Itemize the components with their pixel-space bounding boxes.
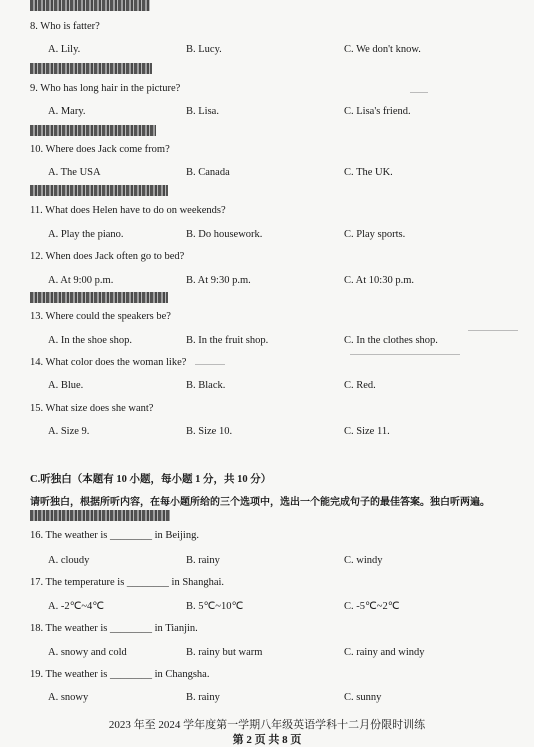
option-b: B. Size 10. [186, 426, 233, 437]
option-a: A. Size 9. [48, 426, 90, 437]
question-17: 17. The temperature is ________ in Shanghai. [30, 577, 225, 588]
option-b: B. Canada [186, 167, 230, 178]
option-a: A. Lily. [48, 44, 81, 55]
question-8: 8. Who is fatter? [30, 21, 100, 32]
question-9: 9. Who has long hair in the picture? [30, 83, 181, 94]
option-b: B. Lucy. [186, 44, 222, 55]
option-b: B. Black. [186, 380, 226, 391]
question-15: 15. What size does she want? [30, 403, 154, 414]
question-16: 16. The weather is ________ in Beijing. [30, 530, 199, 541]
question-18: 18. The weather is ________ in Tianjin. [30, 623, 198, 634]
redacted-subheading [30, 510, 170, 521]
option-b: B. rainy [186, 555, 220, 566]
option-c: C. The UK. [344, 167, 393, 178]
scan-speck [195, 364, 225, 365]
question-19: 19. The weather is ________ in Changsha. [30, 669, 210, 680]
option-c: C. We don't know. [344, 44, 421, 55]
option-b: B. Lisa. [186, 106, 219, 117]
option-b: B. rainy but warm [186, 647, 263, 658]
option-b: B. Do housework. [186, 229, 263, 240]
option-a: A. snowy and cold [48, 647, 127, 658]
page-number: 第 2 页 共 8 页 [232, 734, 302, 746]
section-instruction: 请听独白，根据所听内容，在每小题所给的三个选项中，选出一个能完成句子的最佳答案。独白听两遍。 [30, 497, 490, 508]
option-b: B. rainy [186, 692, 220, 703]
option-a: A. Blue. [48, 380, 84, 391]
option-a: A. The USA [48, 167, 101, 178]
question-13: 13. Where could the speakers be? [30, 311, 171, 322]
option-a: A. Play the piano. [48, 229, 124, 240]
question-10: 10. Where does Jack come from? [30, 144, 170, 155]
option-c: C. sunny [344, 692, 382, 703]
option-a: A. -2℃~4℃ [48, 601, 105, 612]
scan-speck [468, 330, 518, 331]
option-b: B. 5℃~10℃ [186, 601, 244, 612]
question-14: 14. What color does the woman like? [30, 357, 187, 368]
option-c: C. At 10:30 p.m. [344, 275, 415, 286]
option-c: C. Lisa's friend. [344, 106, 411, 117]
redacted-subheading [30, 125, 156, 136]
redacted-subheading [30, 292, 168, 303]
scan-speck [350, 354, 460, 355]
redacted-subheading [30, 63, 152, 74]
footer-title: 2023 年至 2024 学年度第一学期八年级英语学科十二月份限时训练 [108, 719, 426, 731]
option-a: A. In the shoe shop. [48, 335, 132, 346]
redacted-subheading [30, 185, 168, 196]
option-c: C. rainy and windy [344, 647, 425, 658]
option-c: C. In the clothes shop. [344, 335, 438, 346]
option-a: A. Mary. [48, 106, 86, 117]
option-c: C. windy [344, 555, 383, 566]
option-a: A. cloudy [48, 555, 90, 566]
question-12: 12. When does Jack often go to bed? [30, 251, 185, 262]
option-c: C. Play sports. [344, 229, 406, 240]
option-b: B. In the fruit shop. [186, 335, 269, 346]
option-c: C. -5℃~2℃ [344, 601, 400, 612]
section-title: C.听独白（本题有 10 小题，每小题 1 分，共 10 分） [30, 474, 272, 485]
option-c: C. Size 11. [344, 426, 390, 437]
question-11: 11. What does Helen have to do on weekends? [30, 205, 226, 216]
option-b: B. At 9:30 p.m. [186, 275, 251, 286]
option-a: A. snowy [48, 692, 89, 703]
option-c: C. Red. [344, 380, 376, 391]
scan-speck [410, 92, 428, 93]
option-a: A. At 9:00 p.m. [48, 275, 114, 286]
redacted-header [30, 0, 150, 11]
